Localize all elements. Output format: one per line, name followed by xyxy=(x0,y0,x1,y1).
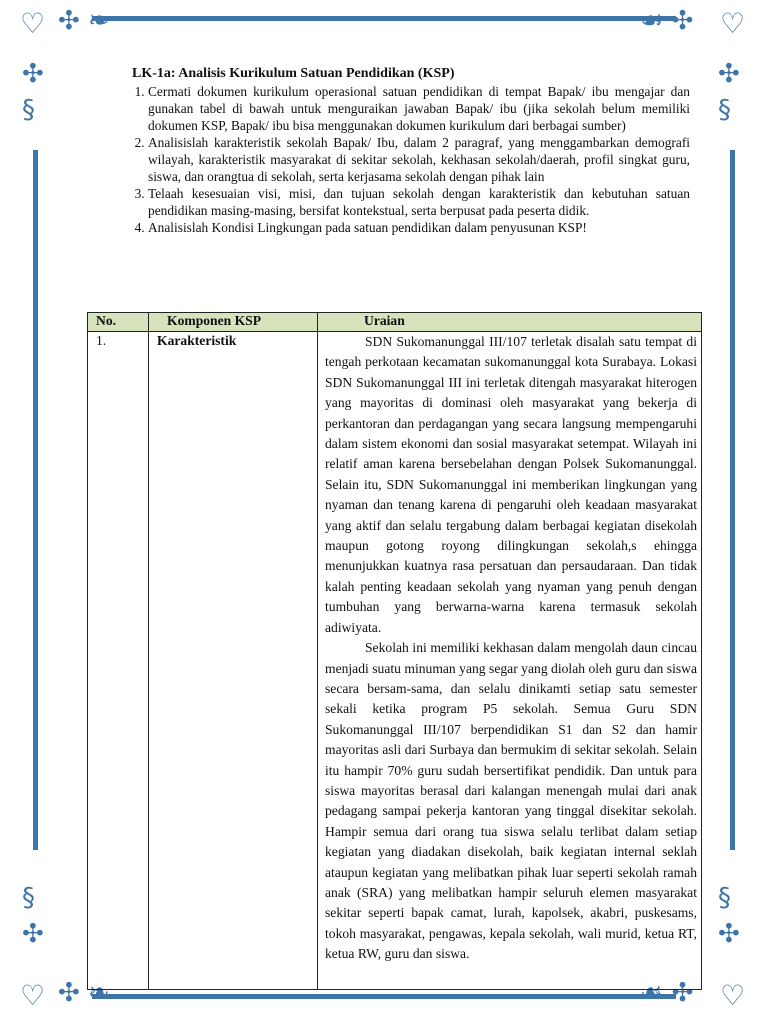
ksp-analysis-table xyxy=(87,312,702,990)
frame-top-line xyxy=(92,16,676,21)
table-row xyxy=(88,332,702,990)
header-komponen: Komponen KSP xyxy=(149,313,318,332)
header-no: No. xyxy=(88,313,149,332)
corner-heart-ornament: ♡ xyxy=(720,979,746,1012)
instruction-item: 4. Analisislah Kondisi Lingkungan pada satuan pendidikan dalam penyusunan KSP! xyxy=(148,219,690,236)
corner-heart-ornament: ♡ xyxy=(20,979,46,1012)
frame-right-line xyxy=(730,150,735,850)
header-uraian: Uraian xyxy=(318,313,702,332)
frame-bottom-line xyxy=(92,994,676,999)
flourish-ornament: ☙ ✣ xyxy=(640,978,694,1008)
worksheet-content xyxy=(128,66,690,236)
instruction-item: 1. Cermati dokumen kurikulum operasional satuan pendidikan di tempat Bapak/ ibu mengajar dan gunakan tabel di bawah untuk menguraikan jawaban Bapak/ ibu (jika sekolah belum memiliki dokumen KSP, Bapak/ ibu bisa menggunakan dokumen kurikulum dari berbagai sumber) xyxy=(148,83,690,134)
corner-heart-ornament: ♡ xyxy=(20,7,46,40)
side-flourish-ornament: ✣ § xyxy=(22,59,44,125)
uraian-paragraph: Sekolah ini memiliki kekhasan dalam mengolah daun cincau menjadi suatu minuman yang segar yang diolah oleh guru dan siswa secara bersam-sama, dan selalu dinikamti setiap satu semester sekali ketika program P5 sekolah. Semua Guru SDN Sukomanunggal III/107 berpendidikan S1 dan S2 dan hamir mayoritas asli dari Surbaya dan bermukim di sekitar sekolah. Selain itu hampir 70% guru sudah bersertifikat pendidik. Dan untuk para siswa mayoritas berasal dari kalangan menengah mulai dari anak pedagang sampai pekerja kantoran yang tinggal disekitar sekolah. Hampir semua dari orang tua siswa selalu terlibat dalam setiap kegiatan yang diadakan disekolah, baik kegiatan internal seklah ataupun kegiatan yang melibatkan pihak luar seperti sekolah ramah anak (SRA) yang melibatkan hampir seluruh elemen masyarakat sekitar seperti bapak camat, lurah, kapolsek, akabri, puskesams, tokoh masyarakat, pengawas, kepala sekolah, wali murid, ketua RT, ketua RW, guru dan siswa. xyxy=(325,640,697,962)
instruction-item: 2. Analisislah karakteristik sekolah Bapak/ Ibu, dalam 2 paragraf, yang menggambarkan demografi wilayah, karakteristik masyarakat di sekitar sekolah, kekhasan sekolah/daerah, profil singkat guru, siswa, dan orangtua di sekolah, serta kerjasama sekolah dengan pihak lain xyxy=(148,134,690,185)
row-komponen: Karakteristik xyxy=(149,332,318,990)
flourish-ornament: ☙ ✣ xyxy=(640,6,694,36)
row-number: 1. xyxy=(88,332,149,990)
uraian-paragraph: SDN Sukomanunggal III/107 terletak disalah satu tempat di tengah perkotaan kecamatan sukomanunggal kota Surabaya. Lokasi SDN Sukomanunggal III ini terletak ditengah masyarakat hiterogen yang mayoritas di dominasi oleh masyarakat yang bekerja di perkantoran dan perdagangan yang secara langsung mempengaruhi dalam sistem ekonomi dan sosial masyarakat setempat. Wilayah ini relatif aman karena bersebelahan dengan Polsek Sukomanunggal. Selain itu, SDN Sukomanunggal ini memberikan lingkungan yang nyaman dan tenang karena di pengaruhi oleh keadaan masyarakat yang aktif dan selalu tergabung dalam berbagai kegiatan disekolah maupun gotong royong dilingkungan sekolah,s ehingga menunjukkan kuatnya rasa persatuan dan persaudaraan. Dan tidak kalah penting keadaan sekolah yang nyaman yang penuh dengan tumbuhan yang berwarna-warna karena termasuk sekolah adiwiyata. xyxy=(325,334,697,635)
flourish-ornament: ✣ ❧ xyxy=(58,6,110,36)
corner-heart-ornament: ♡ xyxy=(720,7,746,40)
side-flourish-ornament: § ✣ xyxy=(718,883,740,949)
instruction-list xyxy=(128,83,690,236)
row-uraian xyxy=(318,332,702,990)
side-flourish-ornament: § ✣ xyxy=(22,883,44,949)
flourish-ornament: ✣ ❧ xyxy=(58,978,110,1008)
table-header-row xyxy=(88,313,702,332)
worksheet-title: LK-1a: Analisis Kurikulum Satuan Pendidikan (KSP) xyxy=(132,66,455,81)
frame-left-line xyxy=(33,150,38,850)
instruction-item: 3. Telaah kesesuaian visi, misi, dan tujuan sekolah dengan karakteristik dan kebutuhan satuan pendidikan masing-masing, bersifat kontekstual, serta berpusat pada peserta didik. xyxy=(148,185,690,219)
side-flourish-ornament: ✣ § xyxy=(718,59,740,125)
